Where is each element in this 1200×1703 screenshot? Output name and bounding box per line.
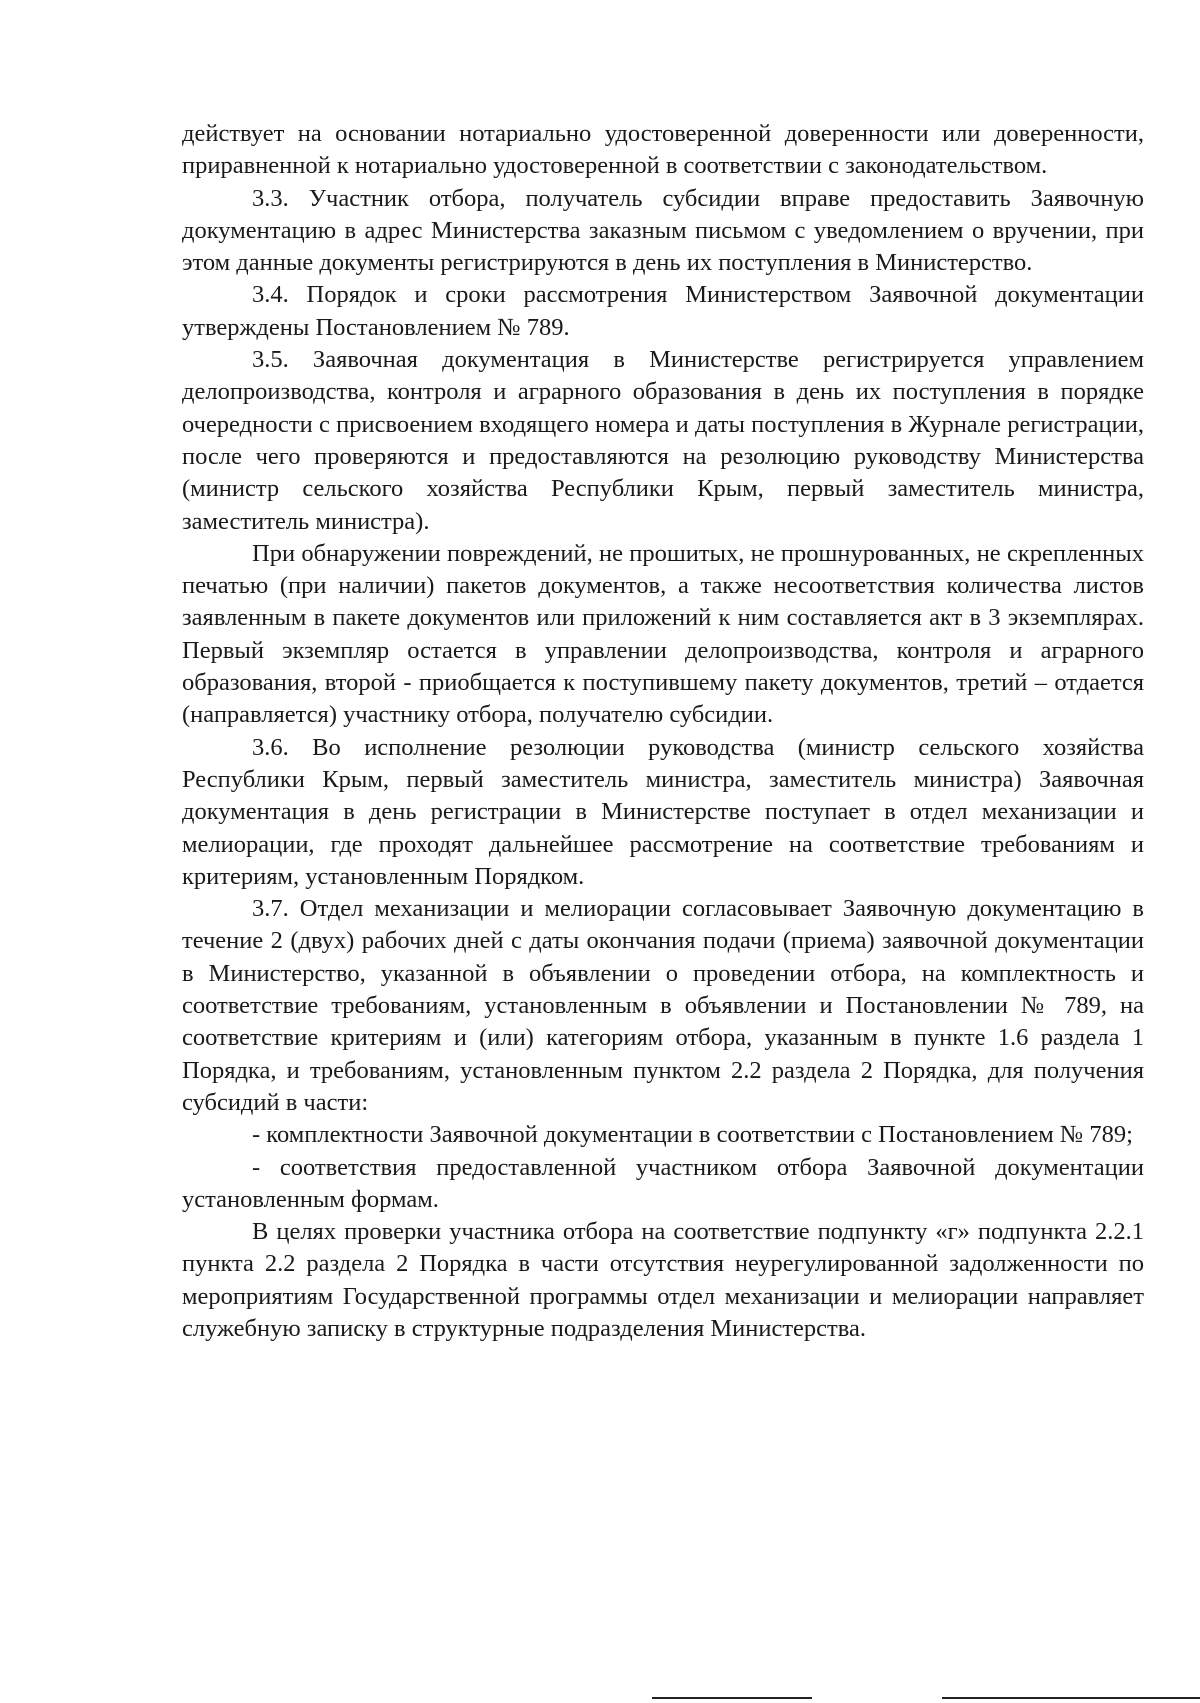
paragraph-3-6: 3.6. Во исполнение резолюции руководства (министр сельского хозяйства Республики Крым, первый заместитель министра, заместитель министра) Заявочная документация в день регистрации в Министерстве поступает в отдел механизации и мелиорации, где проходят дальнейшее рассмотрение на соответствие требованиям и критериям, установленным Порядком. <box>182 733 1144 890</box>
list-item-forms: - соответствия предоставленной участником отбора Заявочной документации установленным формам. <box>182 1153 1144 1213</box>
paragraph-debt-check: В целях проверки участника отбора на соответствие подпункту «г» подпункта 2.2.1 пункта 2.2 раздела 2 Порядка в части отсутствия неурегулированной задолженности по мероприятиям Государственной программы отдел механизации и мелиорации направляет служебную записку в структурные подразделения Министерства. <box>182 1218 1144 1342</box>
paragraph-damage-act: При обнаружении повреждений, не прошитых, не прошнурованных, не скрепленных печатью (при наличии) пакетов документов, а также несоответствия количества листов заявленным в пакете документов или приложений к ним составляется акт в 3 экземплярах. Первый экземпляр остается в управлении делопроизводства, контроля и аграрного образования, второй - приобщается к поступившему пакету документов, третий – отдается (направляется) участнику отбора, получателю субсидии. <box>182 539 1144 729</box>
paragraph-3-7: 3.7. Отдел механизации и мелиорации согласовывает Заявочную документацию в течение 2 (двух) рабочих дней с даты окончания подачи (приема) заявочной документации в Министерство, указанной в объявлении о проведении отбора, на комплектность и соответствие требованиям, установленным в объявлении и Постановлении № 789, на соответствие критериям и (или) категориям отбора, указанным в пункте 1.6 раздела 1 Порядка, и требованиям, установленным пунктом 2.2 раздела 2 Порядка, для получения субсидий в части: <box>182 895 1144 1116</box>
scan-artifact-line <box>652 1697 812 1699</box>
scan-artifact-line <box>942 1697 1200 1699</box>
paragraph-3-5: 3.5. Заявочная документация в Министерстве регистрируется управлением делопроизводства, контроля и аграрного образования в день их поступления в порядке очередности с присвоением входящего номера и даты поступления в Журнале регистрации, после чего проверяются и предоставляются на резолюцию руководству Министерства (министр сельского хозяйства Республики Крым, первый заместитель министра, заместитель министра). <box>182 346 1144 535</box>
paragraph-3-3: 3.3. Участник отбора, получатель субсидии вправе предоставить Заявочную документацию в адрес Министерства заказным письмом с уведомлением о вручении, при этом данные документы регистрируются в день их поступления в Министерство. <box>182 184 1144 277</box>
paragraph-continuation: действует на основании нотариально удостоверенной доверенности или доверенности, приравненной к нотариально удостоверенной в соответствии с законодательством. <box>182 120 1144 180</box>
paragraph-3-4: 3.4. Порядок и сроки рассмотрения Министерством Заявочной документации утверждены Постановлением № 789. <box>182 281 1144 341</box>
list-item-completeness: - комплектности Заявочной документации в соответствии с Постановлением № 789; <box>252 1121 1133 1149</box>
document-body <box>182 118 1144 1345</box>
